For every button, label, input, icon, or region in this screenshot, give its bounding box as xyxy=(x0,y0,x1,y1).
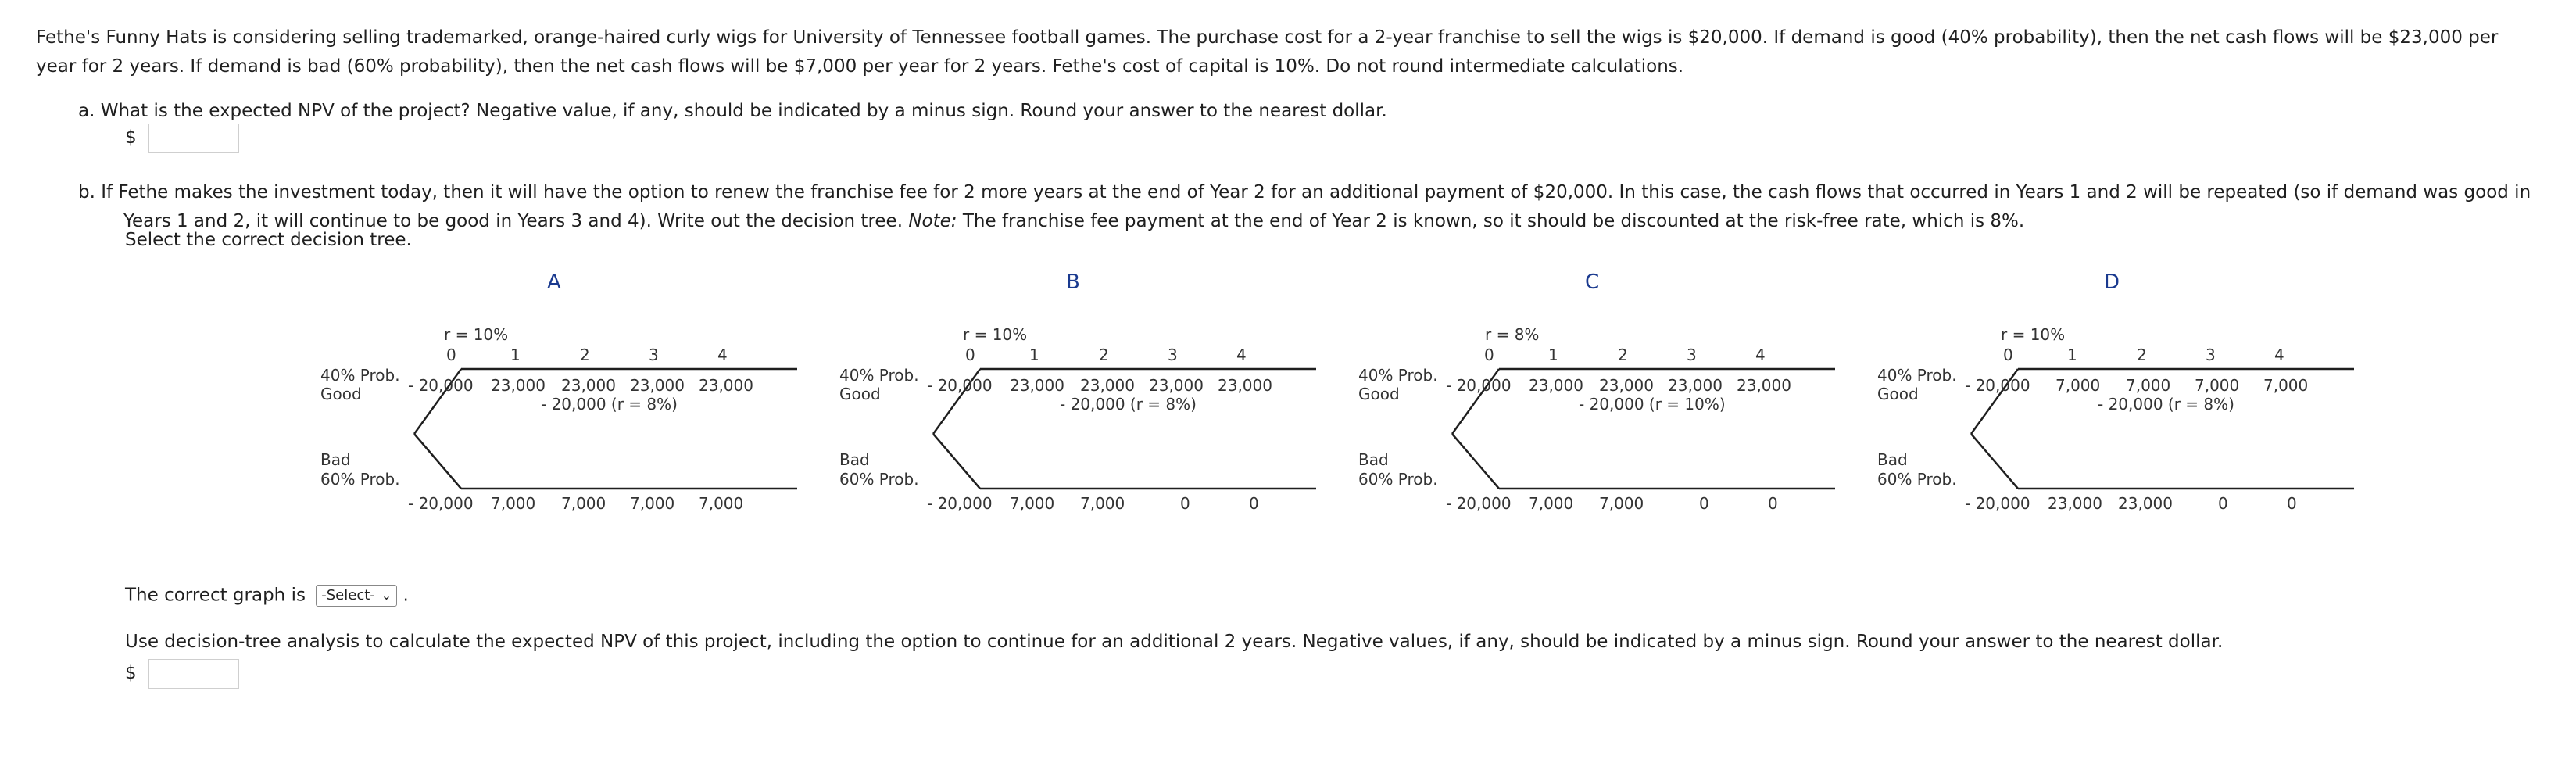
tree-label: A xyxy=(547,270,561,294)
bad-label: Bad xyxy=(320,450,351,469)
bad-prob-label: 60% Prob. xyxy=(1877,470,1957,489)
good-flow: 23,000 xyxy=(1737,376,1791,395)
year-label: 1 xyxy=(1548,346,1558,364)
renewal-fee: - 20,000 (r = 8%) xyxy=(541,395,678,414)
bad-flow: 23,000 xyxy=(2118,494,2173,513)
chevron-down-icon: ⌄ xyxy=(381,588,392,603)
good-flow: 7,000 xyxy=(2195,376,2240,395)
part-b-question-line2 xyxy=(78,207,2532,236)
final-question: Use decision-tree analysis to calculate the expected NPV of this project, including the option to continue for an additional 2 years. Negative values, if any, should be indicated by a minus sign. Round your answer to the nearest dollar. xyxy=(125,632,2224,652)
bad-flow: 0 xyxy=(1699,494,1709,513)
good-flow: - 20,000 xyxy=(1965,376,2030,395)
tree-select-dropdown[interactable] xyxy=(316,585,397,607)
year-label: 2 xyxy=(1099,346,1109,364)
bad-flow: 23,000 xyxy=(2048,494,2102,513)
good-flow: 7,000 xyxy=(2126,376,2171,395)
year-label: 4 xyxy=(1236,346,1247,364)
year-label: 0 xyxy=(965,346,975,364)
decision-tree-a xyxy=(313,266,813,516)
good-flow: 23,000 xyxy=(699,376,753,395)
good-prob-label: 40% Prob. xyxy=(1877,366,1957,385)
bad-flow: 7,000 xyxy=(1529,494,1574,513)
good-flow: - 20,000 xyxy=(927,376,993,395)
good-label: Good xyxy=(1877,385,1919,403)
rate-label: r = 10% xyxy=(444,325,509,344)
year-label: 0 xyxy=(2003,346,2013,364)
bad-flow: 7,000 xyxy=(491,494,536,513)
good-flow: 23,000 xyxy=(1529,376,1583,395)
good-flow: 7,000 xyxy=(2055,376,2101,395)
good-label: Good xyxy=(320,385,362,403)
bad-flow: - 20,000 xyxy=(1965,494,2030,513)
select-value: -Select- xyxy=(321,587,375,603)
year-label: 2 xyxy=(1618,346,1628,364)
part-b-text-a: Years 1 and 2, it will continue to be good in Years 3 and 4). Write out the decision tree. xyxy=(123,211,909,231)
part-b-answer-input[interactable] xyxy=(148,659,239,689)
bad-prob-label: 60% Prob. xyxy=(1358,470,1438,489)
renewal-fee: - 20,000 (r = 8%) xyxy=(1060,395,1197,414)
part-a-answer-input[interactable] xyxy=(148,124,239,153)
bad-flow: 0 xyxy=(2218,494,2228,513)
correct-graph-label: The correct graph is xyxy=(125,585,306,606)
bad-flow: 0 xyxy=(1249,494,1259,513)
part-b-question-line1: b. If Fethe makes the investment today, then it will have the option to renew the franchise fee for 2 more years at the end of Year 2 for an additional payment of $20,000. In this case, the cash flows that occurred in Years 1 and 2 will be repeated (so if demand was good in xyxy=(78,182,2531,202)
decision-tree-d xyxy=(1869,266,2370,516)
bad-flow: 7,000 xyxy=(1599,494,1644,513)
year-label: 4 xyxy=(1755,346,1766,364)
problem-intro: Fethe's Funny Hats is considering selling trademarked, orange-haired curly wigs for University of Tennessee football games. The purchase cost for a 2-year franchise to sell the wigs is $20,000. If demand is good (40% probability), then the net cash flows will be $23,000 per year for 2 years. If demand is bad (60% probability), then the net cash flows will be $7,000 per year for 2 years. Fethe's cost of capital is 10%. Do not round intermediate calculations. xyxy=(36,27,2499,77)
bad-label: Bad xyxy=(1358,450,1389,469)
good-flow: 7,000 xyxy=(2263,376,2309,395)
good-flow: 23,000 xyxy=(1599,376,1654,395)
good-flow: 23,000 xyxy=(1149,376,1204,395)
part-a-currency: $ xyxy=(125,127,137,148)
year-label: 1 xyxy=(1029,346,1039,364)
bad-prob-label: 60% Prob. xyxy=(839,470,919,489)
year-label: 3 xyxy=(1168,346,1178,364)
year-label: 3 xyxy=(1687,346,1697,364)
bad-flow: - 20,000 xyxy=(1446,494,1512,513)
part-b-text-b: The franchise fee payment at the end of Year 2 is known, so it should be discounted at the risk-free rate, which is 8%. xyxy=(957,211,2025,231)
good-prob-label: 40% Prob. xyxy=(320,366,400,385)
correct-graph-row: The correct graph is -Select- ⌄ . xyxy=(125,585,409,606)
renewal-fee: - 20,000 (r = 8%) xyxy=(2098,395,2234,414)
good-flow: 23,000 xyxy=(1218,376,1272,395)
bad-flow: 0 xyxy=(1768,494,1778,513)
year-label: 4 xyxy=(717,346,728,364)
bad-flow: - 20,000 xyxy=(408,494,474,513)
year-label: 0 xyxy=(446,346,456,364)
good-prob-label: 40% Prob. xyxy=(1358,366,1438,385)
good-flow: 23,000 xyxy=(491,376,546,395)
year-label: 3 xyxy=(2206,346,2216,364)
good-flow: 23,000 xyxy=(1010,376,1064,395)
bad-flow: - 20,000 xyxy=(927,494,993,513)
select-tree-prompt: Select the correct decision tree. xyxy=(125,230,412,250)
tree-label: B xyxy=(1066,270,1080,294)
bad-flow: 7,000 xyxy=(1080,494,1125,513)
year-label: 2 xyxy=(2137,346,2147,364)
tree-label: D xyxy=(2104,270,2120,294)
good-flow: 23,000 xyxy=(1080,376,1135,395)
bad-label: Bad xyxy=(1877,450,1908,469)
year-label: 3 xyxy=(649,346,659,364)
year-label: 0 xyxy=(1484,346,1494,364)
good-prob-label: 40% Prob. xyxy=(839,366,919,385)
renewal-fee: - 20,000 (r = 10%) xyxy=(1579,395,1726,414)
bad-prob-label: 60% Prob. xyxy=(320,470,400,489)
bad-flow: 7,000 xyxy=(630,494,675,513)
year-label: 1 xyxy=(2067,346,2077,364)
rate-label: r = 10% xyxy=(963,325,1028,344)
part-b-question xyxy=(78,178,2532,236)
tree-label: C xyxy=(1585,270,1600,294)
bad-flow: 0 xyxy=(1180,494,1190,513)
good-flow: 23,000 xyxy=(630,376,685,395)
year-label: 2 xyxy=(580,346,590,364)
year-label: 4 xyxy=(2274,346,2284,364)
good-label: Good xyxy=(1358,385,1400,403)
good-flow: 23,000 xyxy=(561,376,616,395)
bad-flow: 7,000 xyxy=(561,494,606,513)
rate-label: r = 8% xyxy=(1485,325,1540,344)
decision-tree-c xyxy=(1351,266,1851,516)
good-flow: - 20,000 xyxy=(1446,376,1512,395)
decision-tree-b xyxy=(832,266,1332,516)
bad-flow: 7,000 xyxy=(699,494,744,513)
bad-flow: 0 xyxy=(2287,494,2297,513)
year-label: 1 xyxy=(510,346,521,364)
part-b-currency: $ xyxy=(125,663,137,683)
note-label: Note: xyxy=(908,211,957,231)
bad-label: Bad xyxy=(839,450,870,469)
good-label: Good xyxy=(839,385,881,403)
part-a-question: a. What is the expected NPV of the project? Negative value, if any, should be indicated by a minus sign. Round your answer to the nearest dollar. xyxy=(78,101,1387,121)
good-flow: - 20,000 xyxy=(408,376,474,395)
bad-flow: 7,000 xyxy=(1010,494,1055,513)
good-flow: 23,000 xyxy=(1668,376,1723,395)
rate-label: r = 10% xyxy=(2001,325,2066,344)
